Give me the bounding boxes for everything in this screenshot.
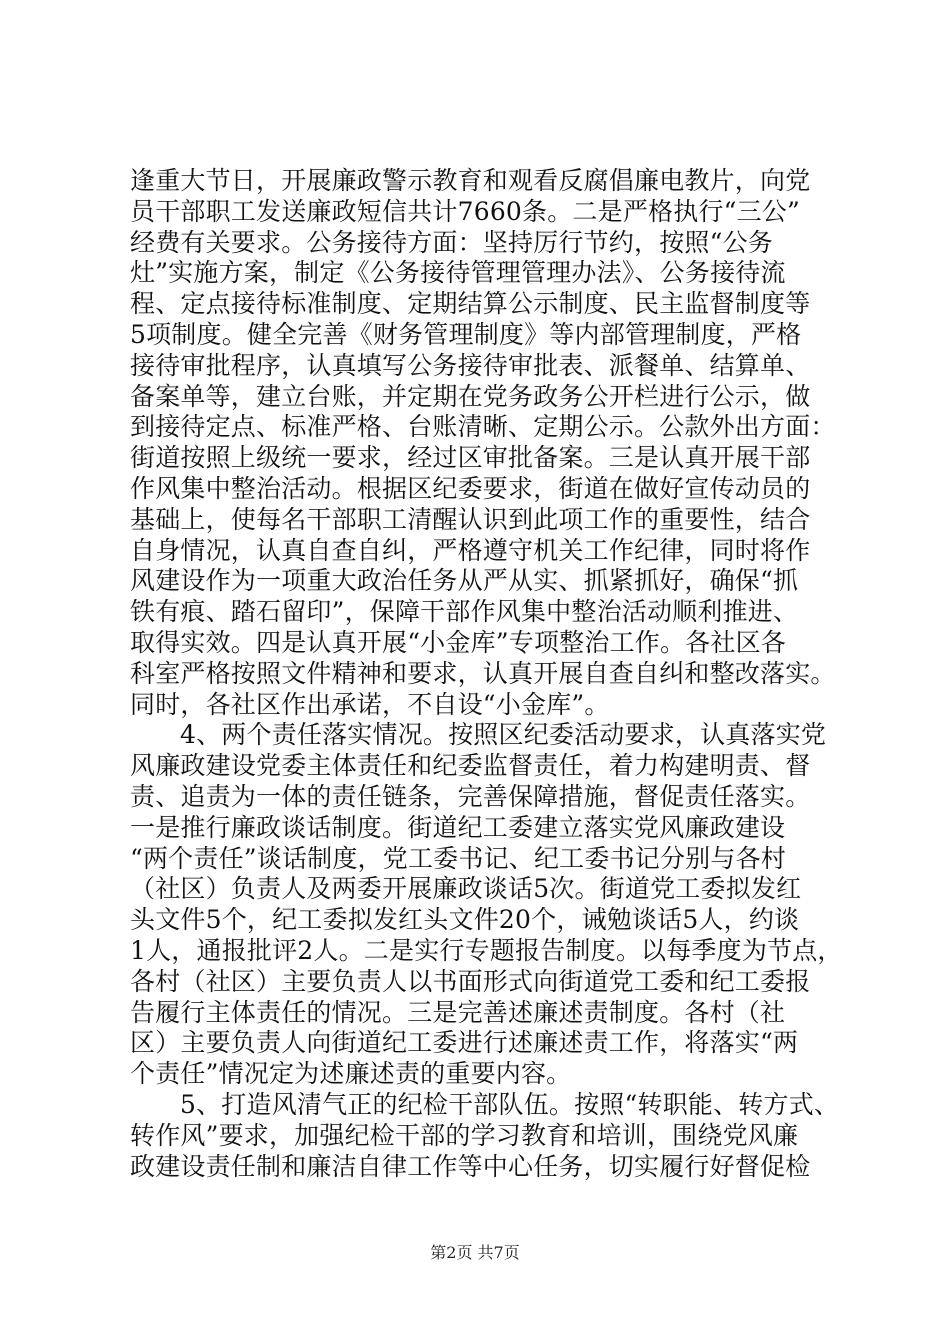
text-line: 取得实效。四是认真开展“小金库”专项整治工作。各社区各 bbox=[130, 627, 786, 657]
text-line: 程、定点接待标准制度、定期结算公示制度、民主监督制度等 bbox=[130, 289, 811, 319]
text-line: 逢重大节日，开展廉政警示教育和观看反腐倡廉电教片，向党 bbox=[130, 166, 811, 195]
text-line: 告履行主体责任的情况。三是完善述廉述责制度。各村（社 bbox=[130, 997, 786, 1027]
text-line: 责、追责为一体的责任链条，完善保障措施，督促责任落实。 bbox=[130, 781, 811, 811]
text-line: 员干部职工发送廉政短信共计7660条。二是严格执行“三公” bbox=[130, 196, 800, 226]
text-line: 区）主要负责人向街道纪工委进行述廉述责工作，将落实“两 bbox=[130, 1028, 799, 1058]
text-line: 同时，各社区作出承诺，不自设“小金库”。 bbox=[130, 689, 610, 719]
page-number-label: 第2页 共7页 bbox=[430, 1243, 520, 1262]
text-line: 街道按照上级统一要求，经过区审批备案。三是认真开展干部 bbox=[130, 443, 811, 473]
page-footer bbox=[0, 1243, 950, 1263]
text-line: 灶”实施方案，制定《公务接待管理管理办法》、公务接待流 bbox=[130, 258, 786, 288]
text-line: 5项制度。健全完善《财务管理制度》等内部管理制度，严格 bbox=[130, 319, 802, 349]
text-line: 作风集中整治活动。根据区纪委要求，街道在做好宣传动员的 bbox=[130, 473, 811, 503]
body-text bbox=[130, 166, 865, 1182]
paragraph-5-start: 5、打造风清气正的纪检干部队伍。按照“转职能、转方式、 bbox=[180, 1089, 840, 1119]
paragraph-4-start: 4、两个责任落实情况。按照区纪委活动要求，认真落实党 bbox=[180, 720, 827, 750]
text-line: “两个责任”谈话制度，党工委书记、纪工委书记分别与各村 bbox=[130, 843, 786, 873]
text-line: 个责任”情况定为述廉述责的重要内容。 bbox=[130, 1059, 572, 1089]
text-line: 转作风”要求，加强纪检干部的学习教育和培训，围绕党风廉 bbox=[130, 1120, 799, 1150]
text-line: 风建设作为一项重大政治任务从严从实、抓紧抓好，确保“抓 bbox=[130, 566, 799, 596]
text-line: 铁有痕、踏石留印”，保障干部作风集中整治活动顺利推进、 bbox=[130, 597, 799, 627]
text-line: 1人，通报批评2人。二是实行专题报告制度。以每季度为节点， bbox=[130, 935, 843, 965]
text-line: 科室严格按照文件精神和要求，认真开展自查自纠和整改落实。 bbox=[130, 658, 836, 688]
text-line: 到接待定点、标准严格、台账清晰、定期公示。公款外出方面： bbox=[130, 412, 836, 442]
text-line: 政建设责任制和廉洁自律工作等中心任务，切实履行好督促检 bbox=[130, 1151, 811, 1181]
text-line: 一是推行廉政谈话制度。街道纪工委建立落实党风廉政建设 bbox=[130, 812, 786, 842]
text-line: 接待审批程序，认真填写公务接待审批表、派餐单、结算单、 bbox=[130, 350, 811, 380]
text-line: 风廉政建设党委主体责任和纪委监督责任，着力构建明责、督 bbox=[130, 751, 811, 781]
text-line: 头文件5个，纪工委拟发红头文件20个，诫勉谈话5人，约谈 bbox=[130, 905, 800, 935]
text-line: 备案单等，建立台账，并定期在党务政务公开栏进行公示，做 bbox=[130, 381, 811, 411]
text-line: （社区）负责人及两委开展廉政谈话5次。街道党工委拟发红 bbox=[130, 874, 802, 904]
text-line: 基础上，使每名干部职工清醒认识到此项工作的重要性，结合 bbox=[130, 504, 811, 534]
text-line: 自身情况，认真自查自纠，严格遵守机关工作纪律，同时将作 bbox=[130, 535, 811, 565]
text-line: 经费有关要求。公务接待方面：坚持厉行节约，按照“公务 bbox=[130, 227, 773, 257]
text-line: 各村（社区）主要负责人以书面形式向街道党工委和纪工委报 bbox=[130, 966, 811, 996]
